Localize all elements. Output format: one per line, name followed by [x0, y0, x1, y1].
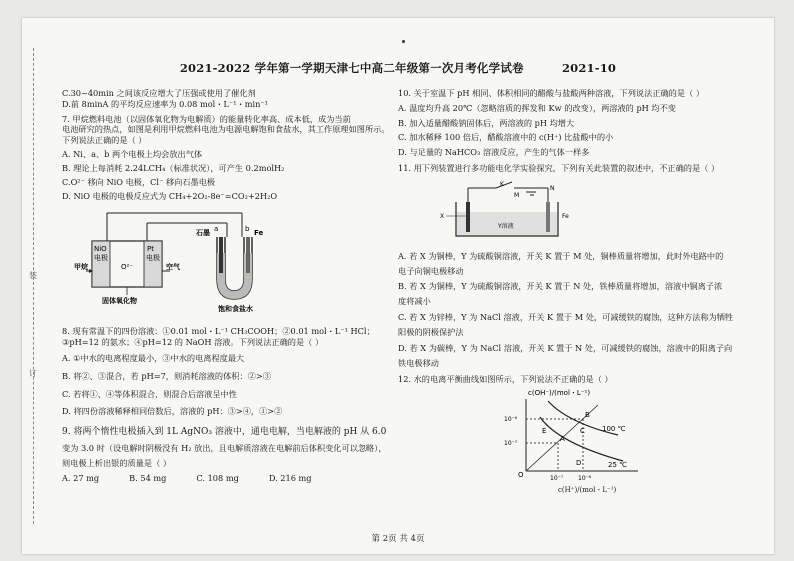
q8-option-d: D. 将四份溶液稀释相同倍数后，溶液的 pH：③>④，①>②: [62, 406, 283, 417]
q10-stem: 10. 关于室温下 pH 相同、体积相同的醋酸与盐酸两种溶液，下列说法正确的是（ ）: [398, 88, 705, 98]
fig12-xlabel: c(H⁺)/(mol・L⁻¹): [558, 486, 617, 495]
page-footer: 第 2页 共 4页: [371, 534, 425, 544]
fig7-solid-oxide: 固体氧化物: [102, 297, 137, 306]
q7-option-c: C.O²⁻ 移向 NiO 电极，Cl⁻ 移向石墨电极: [62, 176, 216, 187]
fig12-point-b: B: [585, 411, 590, 420]
fig11-fe: Fe: [562, 212, 569, 220]
q8-option-a: A. ①中水的电离程度最小，③中水的电离程度最大: [62, 352, 245, 363]
fig7-nio: NiO: [94, 245, 107, 254]
q8-stem-2: ③pH=12 的氨水；④pH=12 的 NaOH 溶液。下列说法正确的是（ ）: [62, 337, 324, 348]
fig7-brine: 饱和食盐水: [218, 305, 253, 314]
q11-stem: 11. 用下列装置进行多功能电化学实验探究，下列有关此装置的叙述中，不正确的是（ ）: [398, 163, 720, 174]
q8-stem-1: 8. 现有常温下的四份溶液：①0.01 mol・L⁻¹ CH₃COOH；②0.01 mol・L⁻¹ HCl；: [62, 326, 375, 337]
q9-options: [62, 473, 387, 484]
fig12-origin: O: [518, 471, 524, 480]
fig7-graphite: 石墨: [196, 229, 210, 238]
fig12-point-d: D: [576, 459, 582, 468]
q11-figure: [438, 180, 738, 245]
q9-option-a: A. 27 mg: [62, 472, 100, 483]
fig12-ylabel: c(OH⁻)/(mol・L⁻¹): [528, 389, 591, 398]
q9-option-c: C. 108 mg: [196, 472, 239, 483]
fig7-label-a: a: [214, 225, 219, 234]
left-column: [62, 88, 390, 484]
binding-dashed-line: [33, 48, 34, 524]
fig12-25c: 25 ℃: [608, 461, 627, 470]
right-column: [398, 88, 738, 501]
fig11-n: N: [550, 184, 555, 192]
fig7-methane: 甲烷: [74, 263, 88, 272]
scan-speck: [402, 40, 405, 43]
binding-margin: [26, 18, 42, 554]
fig12-y2: 10⁻⁷: [504, 440, 518, 448]
q9-stem-2: 变为 3.0 时（设电解时阴极没有 H₂ 放出，且电解质溶液在电解前后体积变化可以忽略），: [62, 443, 387, 454]
q10-option-d: D. 与足量的 NaHCO₃ 溶液反应，产生的气体一样多: [398, 147, 590, 158]
q8-option-c: C. 若将①、④等体积混合，则混合后溶液呈中性: [62, 388, 237, 399]
fig11-m: M: [514, 191, 520, 199]
q11-option-a-2: 电子向铜电极移动: [398, 265, 464, 276]
q12-stem: 12. 水的电离平衡曲线如图所示，下列说法不正确的是（ ）: [398, 374, 613, 385]
fig7-pt: Pt: [147, 245, 154, 254]
q11-option-a-1: A. 若 X 为铜棒，Y 为硫酸铜溶液，开关 K 置于 M 处，铜棒质量将增加，此时外电路中的: [398, 250, 724, 261]
q9-stem-1: 9. 将两个惰性电极插入到 1L AgNO₃ 溶液中，通电电解，当电解液的 pH 从 6.0: [62, 427, 387, 438]
exam-date: 2021-10: [561, 61, 617, 75]
binding-mark-2: 订: [29, 369, 37, 378]
q7-figure: [74, 207, 387, 320]
q11-option-d-2: 铁电极移动: [398, 357, 439, 368]
q9-option-b: B. 54 mg: [129, 472, 167, 483]
fig7-o2-ion: O²⁻: [121, 263, 134, 272]
q11-option-d-1: D. 若 X 为碳棒，Y 为 NaCl 溶液，开关 K 置于 N 处，可减缓铁的腐蚀，溶液中的阳离子向: [398, 342, 733, 353]
exam-header: [22, 60, 774, 76]
q7-stem-2: 电池研究的热点，如图是利用甲烷燃料电池为电源电解饱和食盐水，其工作原理如图所示。: [62, 124, 390, 135]
q11-option-b-1: B. 若 X 为铜棒，Y 为硫酸铜溶液，开关 K 置于 N 处，铁棒质量将增加，溶液中铜离子浓: [398, 281, 723, 292]
q9-stem-3: 则电极上析出银的质量是（ ）: [62, 457, 172, 468]
q11-option-b-2: 度将减小: [398, 296, 431, 307]
q7-option-d: D. NiO 电极的电极反应式为 CH₄+2O₂-8e⁻=CO₂+2H₂O: [62, 190, 278, 201]
q10-option-b: B. 加入适量醋酸钠固体后，两溶液的 pH 均增大: [398, 117, 575, 128]
q6-option-c: C.30~40min 之间该反应增大了压强或使用了催化剂: [62, 88, 256, 98]
fig12-point-e: E: [542, 427, 547, 436]
fig12-point-a: A: [560, 435, 565, 444]
water-ionization-diagram: [498, 387, 658, 485]
fig12-100c: 100 ℃: [602, 425, 626, 434]
fig12-y1: 10⁻⁶: [504, 416, 518, 424]
q11-option-c-1: C. 若 X 为锌棒，Y 为 NaCl 溶液，开关 K 置于 M 处，可减缓铁的腐蚀，这种方法称为牺牲: [398, 312, 734, 323]
q7-stem-1: 7. 甲烷燃料电池（以固体氧化物为电解质）的能量转化率高、成本低，成为当前: [62, 113, 351, 124]
fig7-air: 空气: [166, 263, 180, 272]
q10-option-c: C. 加水稀释 100 倍后，醋酸溶液中的 c(H⁺) 比盐酸中的小: [398, 132, 614, 143]
fig7-fe: Fe: [254, 229, 264, 238]
fuel-cell-electrolysis-diagram: [74, 207, 292, 317]
q9-option-d: D. 216 mg: [268, 472, 312, 483]
fig7-electrode-left: 电极: [94, 254, 108, 263]
fig7-label-b: b: [245, 225, 250, 234]
fig11-y: Y溶液: [498, 222, 514, 230]
fig12-x2: 10⁻⁶: [578, 475, 592, 483]
fig11-k: K: [500, 180, 504, 188]
exam-title: 2021-2022 学年第一学期天津七中高二年级第一次月考化学试卷: [179, 61, 524, 75]
q6-option-d: D.前 8minA 的平均反应速率为 0.08 mol・L⁻¹・min⁻¹: [62, 98, 268, 109]
fig12-point-c: C: [580, 427, 585, 436]
fig11-x: X: [440, 212, 445, 220]
binding-mark-1: 装: [29, 271, 37, 280]
q7-option-b: B. 理论上每消耗 2.24LCH₄（标准状况），可产生 0.2molH₂: [62, 162, 285, 173]
q10-option-a: A. 温度均升高 20℃（忽略溶质的挥发和 Kw 的改变），两溶液的 pH 均不变: [398, 102, 676, 113]
fig7-electrode-right: 电极: [146, 254, 160, 263]
q7-option-a: A. Ni、a、b 两个电极上均会放出气体: [62, 149, 203, 160]
electrochem-cell-diagram: [438, 180, 578, 242]
q12-figure: [498, 387, 738, 495]
fig12-x1: 10⁻⁷: [550, 475, 564, 483]
q7-stem-3: 下列说法正确的是（ ）: [62, 135, 147, 146]
q8-option-b: B. 将②、③混合，若 pH=7，则消耗溶液的体积：②>③: [62, 370, 271, 381]
q11-option-c-2: 阳极的阴极保护法: [398, 326, 464, 337]
exam-sheet: [22, 18, 774, 554]
